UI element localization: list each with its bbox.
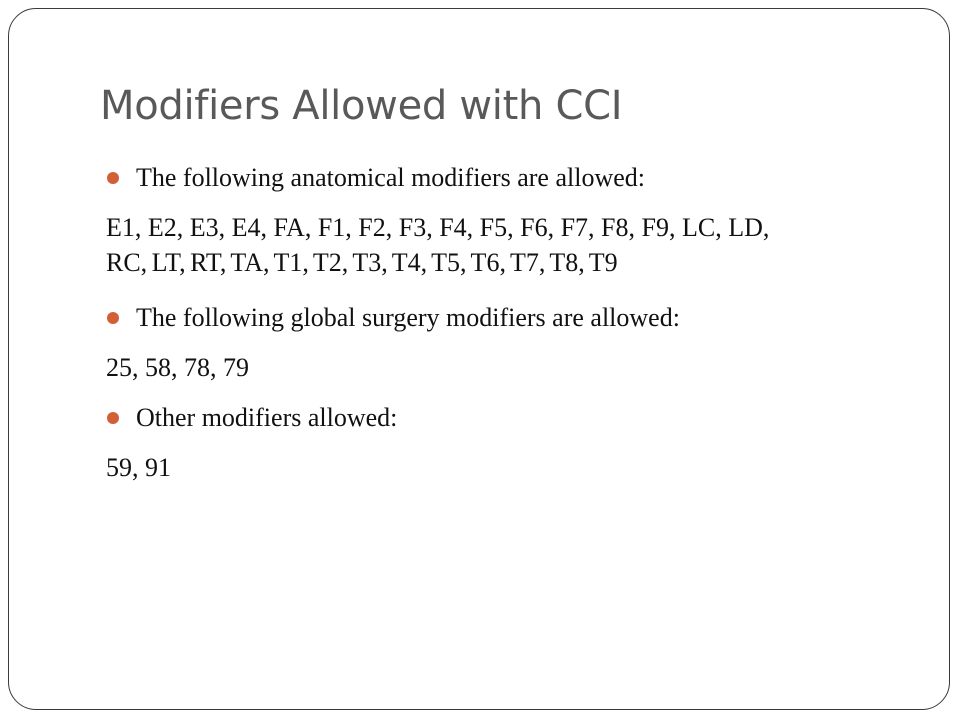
bullet-dot-icon (107, 172, 119, 184)
other-modifiers-line: 59, 91 (106, 453, 171, 482)
bullet-text: The following anatomical modifiers are allowed: (136, 163, 645, 192)
global-surgery-modifiers-line: 25, 58, 78, 79 (106, 353, 249, 382)
bullet-dot-icon (107, 412, 119, 424)
bullet-text: Other modifiers allowed: (136, 403, 398, 432)
anatomical-modifiers-line-2: RC, LT, RT, TA, T1, T2, T3, T4, T5, T6, T7, T8, T9 (106, 248, 618, 277)
bullet-text: The following global surgery modifiers are allowed: (136, 303, 680, 332)
bullet-dot-icon (107, 312, 119, 324)
anatomical-modifiers-line-1: E1, E2, E3, E4, FA, F1, F2, F3, F4, F5, F6, F7, F8, F9, LC, LD, (106, 213, 770, 242)
slide-title: Modifiers Allowed with CCI (100, 83, 623, 129)
